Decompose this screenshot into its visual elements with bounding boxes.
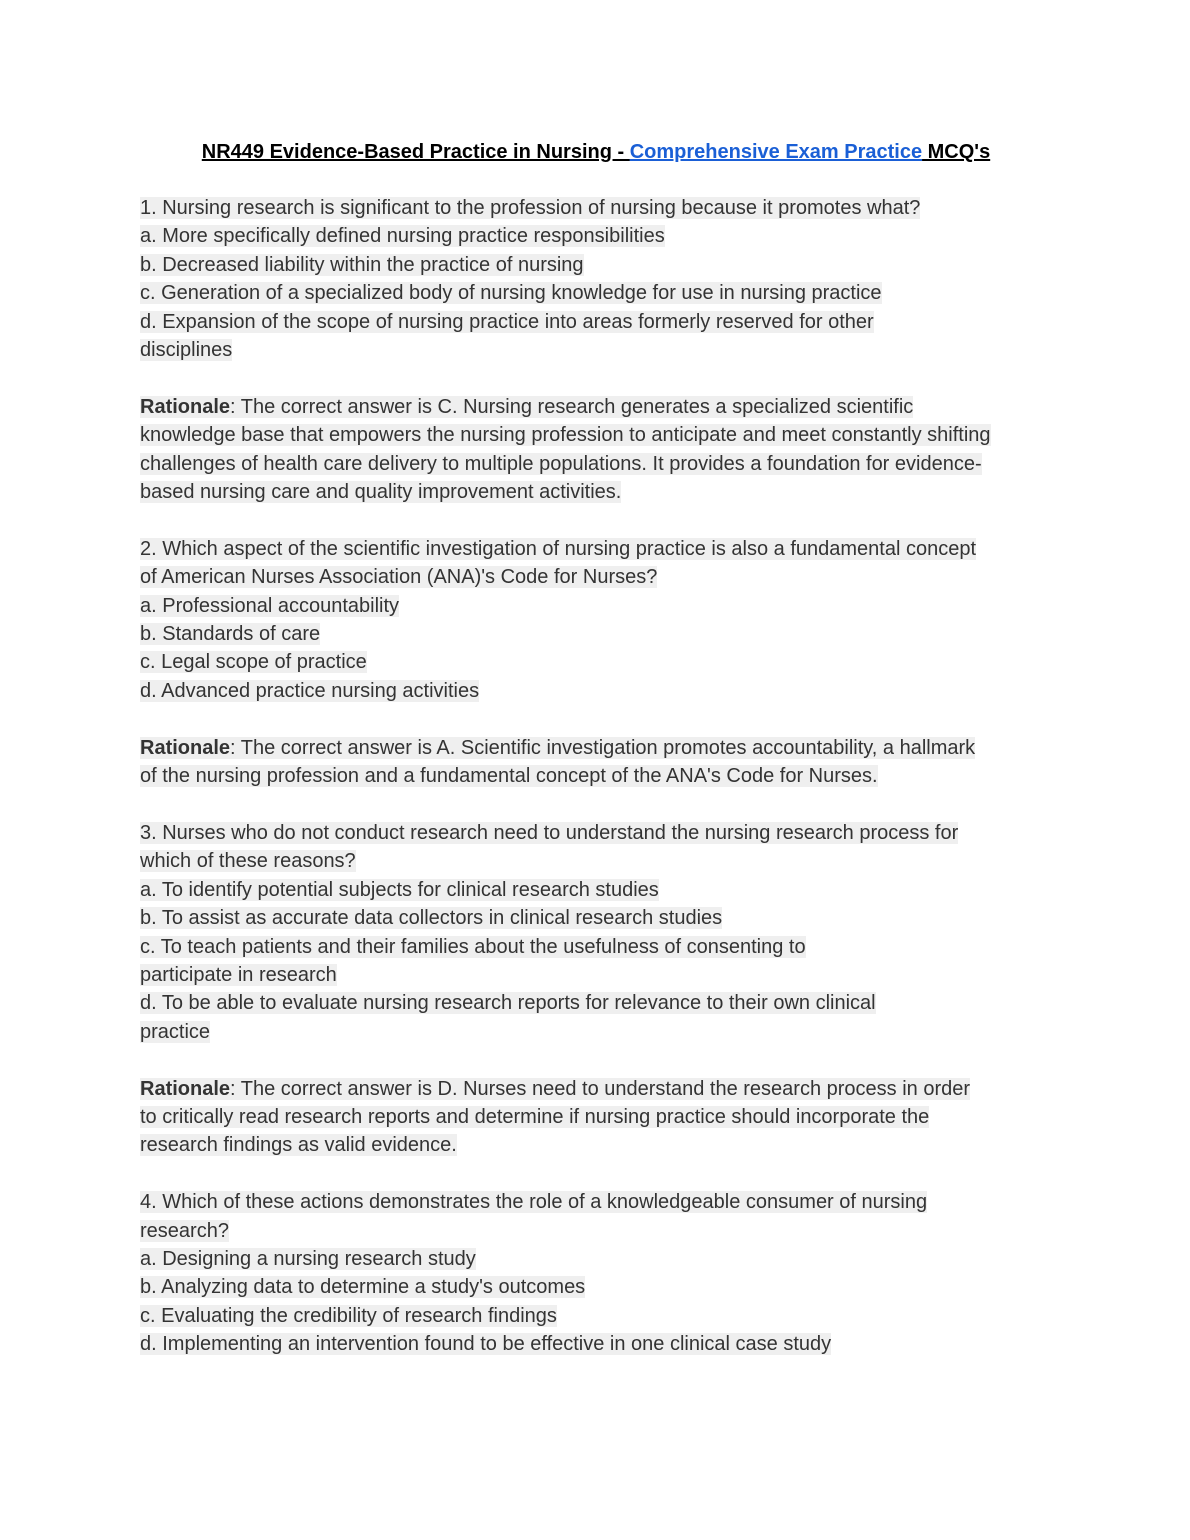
rationale-label: Rationale: [140, 1077, 231, 1100]
line-text: [140, 1106, 929, 1128]
question-block: [140, 194, 1052, 364]
line-text: d. Advanced practice nursing activities: [140, 679, 480, 702]
rationale-text: : The correct answer is A. Scientific investigation promotes accountability, a hallmark: [230, 736, 976, 759]
line-text: c. To teach patients and their families about the usefulness of consenting to: [140, 935, 806, 958]
rationale-text: challenges of health care delivery to multiple populations. It provides a foundation for evidence-: [140, 452, 982, 475]
answer-line: [140, 1302, 1052, 1330]
question-text: [140, 819, 1052, 847]
line-text: b. Decreased liability within the practice of nursing: [140, 253, 584, 276]
line-text: 2. Which aspect of the scientific investigation of nursing practice is also a fundamental concept: [140, 537, 977, 560]
question-block: [140, 535, 1052, 705]
line-text: [140, 765, 878, 787]
line-text: b. Standards of care: [140, 623, 321, 646]
line-text: d. Expansion of the scope of nursing practice into areas formerly reserved for other: [140, 310, 874, 333]
answer-line: [140, 1018, 1052, 1046]
rationale-block: [140, 393, 1052, 507]
line-text: b. To assist as accurate data collectors in clinical research studies: [140, 907, 723, 930]
line-text: 4. Which of these actions demonstrates the role of a knowledgeable consumer of nursing: [140, 1191, 928, 1214]
answer-line: [140, 279, 1052, 307]
rationale-label: Rationale: [140, 736, 231, 759]
rationale-line: [140, 1131, 1052, 1159]
answer-line: [140, 222, 1052, 250]
line-text: a. To identify potential subjects for clinical research studies: [140, 878, 659, 901]
rationale-text: : The correct answer is D. Nurses need to understand the research process in order: [230, 1077, 971, 1100]
line-text: participate in research: [140, 963, 337, 986]
rationale-text: of the nursing profession and a fundamental concept of the ANA's Code for Nurses.: [140, 765, 878, 788]
question-block: [140, 819, 1052, 1046]
line-text: [140, 737, 975, 759]
title-prefix: NR449 Evidence-Based Practice in Nursing -: [201, 141, 630, 163]
rationale-line: [140, 393, 1052, 421]
line-text: d. Implementing an intervention found to be effective in one clinical case study: [140, 1333, 832, 1356]
title-link[interactable]: Comprehensive Exam Practice: [629, 141, 923, 163]
line-text: c. Generation of a specialized body of nursing knowledge for use in nursing practice: [140, 282, 882, 305]
line-text: d. To be able to evaluate nursing research reports for relevance to their own clinical: [140, 992, 876, 1015]
answer-line: [140, 1245, 1052, 1273]
answer-line: [140, 1330, 1052, 1358]
line-text: [140, 396, 913, 418]
line-text: [140, 481, 621, 503]
rationale-text: : The correct answer is C. Nursing research generates a specialized scientific: [230, 395, 914, 418]
answer-line: [140, 336, 1052, 364]
line-text: disciplines: [140, 339, 233, 362]
rationale-text: research findings as valid evidence.: [140, 1134, 457, 1157]
answer-line: [140, 933, 1052, 961]
rationale-line: [140, 762, 1052, 790]
answer-line: [140, 1273, 1052, 1301]
rationale-line: [140, 478, 1052, 506]
answer-line: [140, 847, 1052, 875]
answer-line: [140, 1217, 1052, 1245]
question-text: [140, 1188, 1052, 1216]
line-text: [140, 1078, 970, 1100]
line-text: 1. Nursing research is significant to the profession of nursing because it promotes what?: [140, 197, 921, 219]
title-suffix: MCQ's: [922, 141, 991, 163]
rationale-line: [140, 734, 1052, 762]
rationale-line: [140, 421, 1052, 449]
line-text: [140, 424, 991, 446]
line-text: a. Professional accountability: [140, 594, 400, 617]
rationale-text: based nursing care and quality improvement activities.: [140, 481, 622, 504]
rationale-line: [140, 1075, 1052, 1103]
answer-line: [140, 592, 1052, 620]
line-text: c. Legal scope of practice: [140, 651, 367, 674]
line-text: 3. Nurses who do not conduct research need to understand the nursing research process for: [140, 821, 959, 844]
line-text: practice: [140, 1020, 211, 1043]
line-text: a. Designing a nursing research study: [140, 1247, 476, 1270]
answer-line: [140, 620, 1052, 648]
answer-line: [140, 904, 1052, 932]
answer-line: [140, 251, 1052, 279]
line-text: research?: [140, 1219, 229, 1242]
answer-line: [140, 961, 1052, 989]
rationale-block: [140, 734, 1052, 791]
line-text: c. Evaluating the credibility of research findings: [140, 1304, 557, 1327]
line-text: which of these reasons?: [140, 850, 356, 873]
line-text: [140, 1134, 457, 1156]
question-text: [140, 194, 1052, 222]
answer-line: [140, 648, 1052, 676]
answer-line: [140, 563, 1052, 591]
answer-line: [140, 989, 1052, 1017]
line-text: of American Nurses Association (ANA)'s Code for Nurses?: [140, 566, 658, 589]
rationale-text: knowledge base that empowers the nursing profession to anticipate and meet constantly shifting: [140, 424, 991, 447]
answer-line: [140, 308, 1052, 336]
document-page: [140, 138, 1052, 1387]
rationale-line: [140, 1103, 1052, 1131]
rationale-line: [140, 450, 1052, 478]
line-text: b. Analyzing data to determine a study's outcomes: [140, 1276, 586, 1299]
questions-container: [140, 194, 1052, 1359]
rationale-label: Rationale: [140, 395, 231, 418]
answer-line: [140, 677, 1052, 705]
question-text: [140, 535, 1052, 563]
question-block: [140, 1188, 1052, 1358]
answer-line: [140, 876, 1052, 904]
line-text: [140, 453, 982, 475]
page-title: [140, 138, 1052, 166]
line-text: a. More specifically defined nursing practice responsibilities: [140, 225, 665, 248]
rationale-text: to critically read research reports and determine if nursing practice should incorporate the: [140, 1105, 930, 1128]
rationale-block: [140, 1075, 1052, 1160]
